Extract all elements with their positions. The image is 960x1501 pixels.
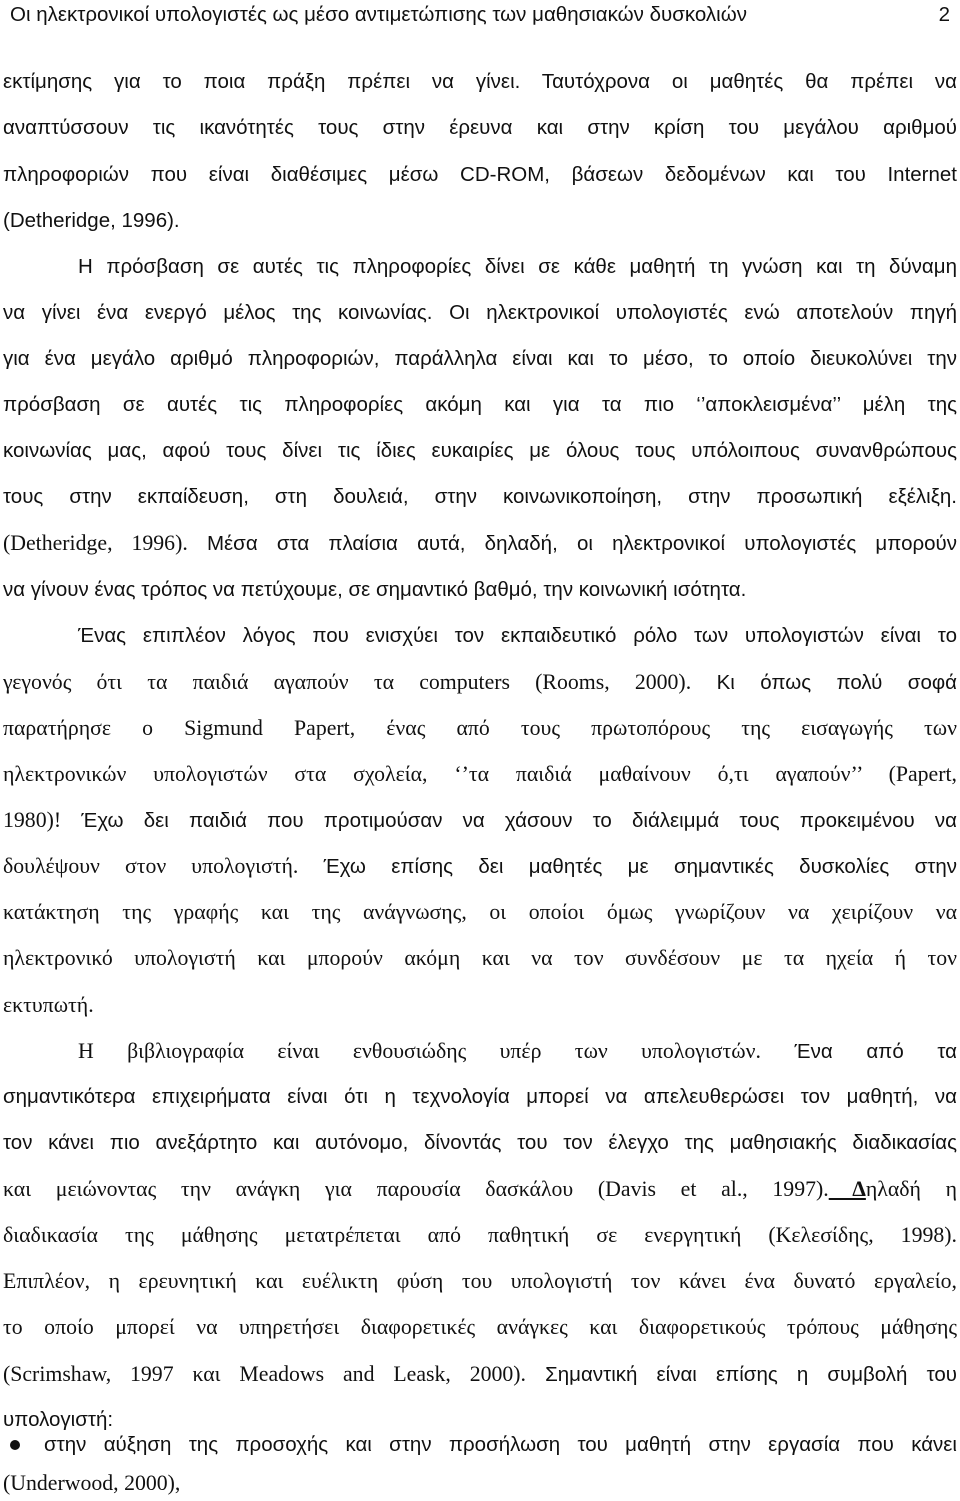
text-run: πρόσβαση σε αυτές τις πληροφορίες ακόμη και για τα πιο ‘’αποκλεισμένα’’ μέλη της bbox=[3, 393, 957, 416]
text-line bbox=[3, 1310, 957, 1344]
text-run: δουλέψουν στον υπολογιστή. bbox=[3, 854, 299, 878]
text-line bbox=[3, 1218, 957, 1252]
text-line bbox=[3, 1357, 957, 1391]
text-run: να γίνει ένα ενεργό μέλος της κοινωνίας. bbox=[3, 301, 433, 324]
text-run: για ένα μεγάλο αριθμό πληροφοριών, παράλληλα είναι και το μέσο, το οποίο διευκολύνει την bbox=[3, 347, 957, 370]
bullet-item-text bbox=[44, 1428, 957, 1462]
text-run: Επιπλέον, η ερευνητική και ευέλικτη φύση του υπολογιστή τον κάνει ένα δυνατό εργαλείο, bbox=[3, 1269, 957, 1293]
text-run: τους στην εκπαίδευση, στη δουλειά, στην κοινωνικοποίηση, στην προσωπική εξέλιξη. bbox=[3, 485, 957, 508]
bullet-point bbox=[10, 1440, 20, 1450]
text-run: κοινωνίας μας, αφού τους δίνει τις ίδιες ευκαιρίες με όλους τους υπόλοιπους συνανθρώπους bbox=[3, 439, 957, 462]
text-line bbox=[3, 296, 957, 330]
text-run: πληροφοριών που είναι διαθέσιμες μέσω CD-ROM, βάσεων δεδομένων και του Internet bbox=[3, 163, 957, 186]
text-line bbox=[3, 1080, 957, 1114]
text-run: ηλαδή η bbox=[865, 1177, 958, 1201]
text-run: ηλεκτρονικών υπολογιστών στα σχολεία, ‘’τα παιδιά μαθαίνουν ό,τι αγαπούν’’ (Papert, bbox=[3, 762, 957, 786]
page-number: 2 bbox=[938, 3, 950, 26]
text-line bbox=[3, 711, 957, 745]
text-line bbox=[3, 204, 957, 238]
text-run: και μειώνοντας την ανάγκη για παρουσία δασκάλου (Davis et al., 1997). bbox=[3, 1177, 829, 1201]
text-run: Μέσα στα πλαίσια αυτά, δηλαδή, οι ηλεκτρονικοί υπολογιστές μπορούν bbox=[187, 532, 957, 555]
paragraph-first-line bbox=[3, 619, 957, 653]
text-run: (Scrimshaw, 1997 και Meadows and Leask, 2000). bbox=[3, 1362, 526, 1386]
text-line bbox=[3, 757, 957, 791]
text-line bbox=[3, 65, 957, 99]
text-run: Οι ηλεκτρονικοί υπολογιστές ενώ αποτελούν πηγή bbox=[432, 301, 957, 324]
text-line bbox=[3, 480, 957, 514]
text-line bbox=[3, 803, 957, 837]
text-run: εκτυπωτή. bbox=[3, 993, 94, 1017]
text-run: διαδικασία της μάθησης μετατρέπεται από παθητική σε ενεργητική (Κελεσίδης, 1998). bbox=[3, 1223, 957, 1247]
text-run: κατάκτηση της γραφής και της ανάγνωσης, οι οποίοι όμως γνωρίζουν να χειρίζουν να bbox=[3, 900, 957, 924]
text-line bbox=[3, 849, 957, 883]
text-line bbox=[3, 988, 957, 1022]
text-line bbox=[3, 111, 957, 145]
text-run: στην αύξηση της προσοχής και στην προσήλωση του μαθητή στην εργασία που κάνει bbox=[44, 1433, 957, 1456]
citation: (Detheridge, 1996). bbox=[3, 531, 188, 555]
text-run: τον κάνει πιο ανεξάρτητο και αυτόνομο, δίνοντάς του τον έλεγχο της μαθησιακής διαδικασίας bbox=[3, 1131, 957, 1154]
text-run: 1980)! bbox=[3, 808, 62, 832]
text-line bbox=[3, 895, 957, 929]
text-run: Σημαντική είναι επίσης η συμβολή του bbox=[526, 1363, 957, 1386]
text-line bbox=[3, 1264, 957, 1298]
text-run: Κι όπως πολύ σοφά bbox=[691, 671, 957, 694]
running-title: Οι ηλεκτρονικοί υπολογιστές ως μέσο αντιμετώπισης των μαθησιακών δυσκολιών bbox=[10, 3, 747, 26]
text-run: Η πρόσβαση σε αυτές τις πληροφορίες δίνει σε κάθε μαθητή τη γνώση και τη δύναμη bbox=[78, 255, 957, 278]
text-run: εκτίμησης για το ποια πράξη πρέπει να γίνει. Ταυτόχρονα οι μαθητές θα πρέπει να bbox=[3, 70, 957, 93]
paragraph-first-line bbox=[3, 250, 957, 284]
text-line bbox=[3, 1126, 957, 1160]
text-run: Ένας επιπλέον λόγος που ενισχύει τον εκπαιδευτικό ρόλο των υπολογιστών είναι το bbox=[78, 624, 957, 647]
text-run: Η βιβλιογραφία είναι ενθουσιώδης υπέρ των υπολογιστών. bbox=[78, 1039, 761, 1063]
text-run: υπολογιστή: bbox=[3, 1408, 114, 1431]
text-run: (Underwood, 2000), bbox=[3, 1471, 181, 1495]
text-line bbox=[3, 941, 957, 975]
text-run: σημαντικότερα επιχειρήματα είναι ότι η τεχνολογία μπορεί να απελευθερώσει τον μαθητή, να bbox=[3, 1085, 957, 1108]
text-run: Ένα από τα bbox=[760, 1040, 957, 1063]
text-line bbox=[3, 1466, 957, 1500]
text-line bbox=[3, 1172, 957, 1206]
text-run: (Detheridge, 1996). bbox=[3, 209, 180, 232]
text-line bbox=[3, 342, 957, 376]
page-header bbox=[10, 0, 950, 30]
text-line bbox=[3, 573, 957, 607]
text-run: ηλεκτρονικό υπολογιστή και μπορούν ακόμη και να τον συνδέσουν με τα ηχεία ή τον bbox=[3, 946, 957, 970]
text-line bbox=[3, 434, 957, 468]
text-run: Έχω επίσης δει μαθητές με σημαντικές δυσκολίες στην bbox=[298, 855, 957, 878]
text-line bbox=[3, 526, 957, 560]
text-line bbox=[3, 665, 957, 699]
text-line bbox=[3, 388, 957, 422]
text-line bbox=[3, 158, 957, 192]
text-run: αναπτύσσουν τις ικανότητές τους στην έρευνα και στην κρίση του μεγάλου αριθμού bbox=[3, 116, 957, 139]
text-run: παρατήρησε ο Sigmund Papert, ένας από τους πρωτοπόρους της εισαγωγής των bbox=[3, 716, 957, 740]
paragraph-first-line bbox=[3, 1034, 957, 1068]
text-run: Δ bbox=[828, 1177, 866, 1201]
text-run: να γίνουν ένας τρόπος να πετύχουμε, σε σημαντικό βαθμό, την κοινωνική ισότητα. bbox=[3, 578, 747, 601]
text-run: Έχω δει παιδιά που προτιμούσαν να χάσουν το διάλειμμά τους προκειμένου να bbox=[61, 809, 957, 832]
text-run: το οποίο μπορεί να υπηρετήσει διαφορετικές ανάγκες και διαφορετικούς τρόπους μάθησης bbox=[3, 1315, 957, 1339]
text-run: γεγονός ότι τα παιδιά αγαπούν τα computers (Rooms, 2000). bbox=[3, 670, 692, 694]
